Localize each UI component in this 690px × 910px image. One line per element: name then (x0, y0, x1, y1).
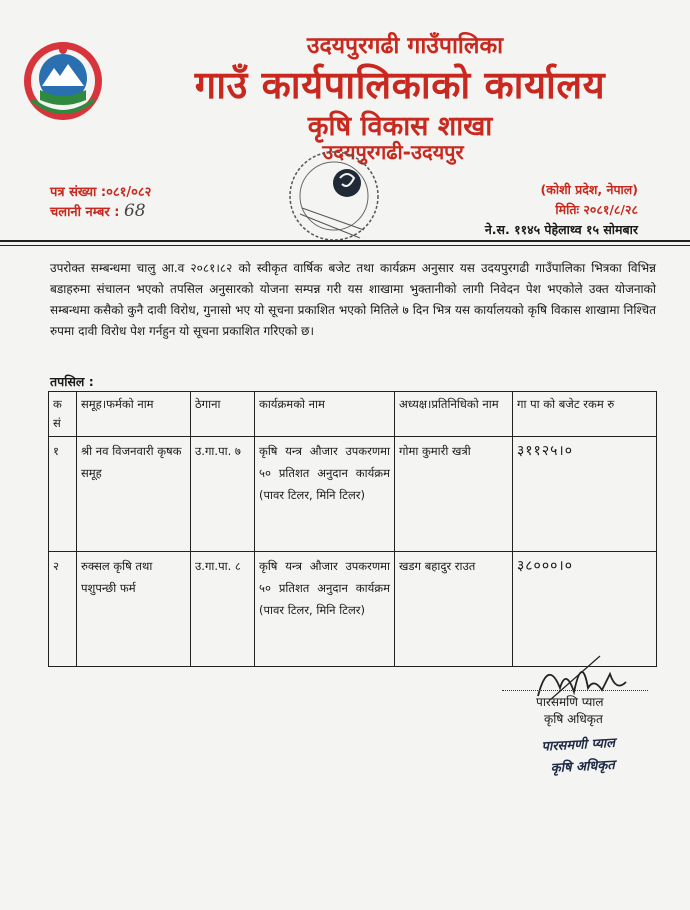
details-table (48, 391, 657, 667)
cell-serial: १ (49, 437, 77, 552)
dispatch-value: 68 (123, 201, 146, 221)
office-address: उदयपुरगढी-उदयपुर (322, 140, 464, 164)
letter-date: मितिः २०८१/८/२८ (555, 202, 638, 217)
letter-reference (50, 183, 151, 222)
section-title: कृषि विकास शाखा (307, 111, 493, 142)
signature-line (502, 690, 648, 691)
col-group-name: समूह।फर्मको नाम (77, 392, 191, 437)
signatory-title: कृषि अधिकृत (544, 712, 603, 726)
cell-chairperson: गोमा कुमारी खत्री (395, 437, 513, 552)
province-label: (कोशी प्रदेश, नेपाल) (540, 182, 638, 197)
cell-program: कृषि यन्त्र औजार उपकरणमा ५० प्रतिशत अनुदान कार्यक्रम (पावर टिलर, मिनि टिलर) (255, 437, 395, 552)
header-divider-thin (0, 245, 690, 246)
cell-budget: ३११२५।० (513, 437, 657, 552)
col-serial: क सं (49, 392, 77, 437)
details-label: तपसिल : (50, 374, 94, 389)
signatory-stamp (538, 730, 648, 778)
col-program: कार्यक्रमको नाम (255, 392, 395, 437)
cell-group-name: श्री नव विजनवारी कृषक समूह (77, 437, 191, 552)
dispatch-number (50, 202, 151, 222)
col-budget: गा पा को बजेट रकम रु (513, 392, 657, 437)
dispatch-label: चलानी नम्बर : (50, 205, 120, 220)
cell-serial: २ (49, 552, 77, 667)
cell-chairperson: खडग बहादुर राउत (395, 552, 513, 667)
nepal-sambat-date: ने.स. ११४५ पेहेलाथ्व १५ सोमबार (484, 222, 638, 237)
stamp-name: पारसमणी प्याल (541, 735, 616, 755)
cell-group-name: रुक्सल कृषि तथा पशुपन्छी फर्म (77, 552, 191, 667)
col-chairperson: अध्यक्ष।प्रतिनिधिको नाम (395, 392, 513, 437)
office-stamp-icon (272, 148, 392, 253)
municipality-name: उदयपुरगढी गाउँपालिका (306, 33, 504, 59)
signatory-name: पारसमणि प्याल (536, 695, 604, 709)
cell-budget: ३८०००।० (513, 552, 657, 667)
col-address: ठेगाना (191, 392, 255, 437)
notice-body: उपरोक्त सम्बन्धमा चालु आ.व २०८१।८२ को स्वीकृत वार्षिक बजेट तथा कार्यक्रम अनुसार यस उदयपुरगढी गाउँपालिका भित्रका विभिन्न बडाहरुमा संचालन भएको तपसिल अनुसारको योजना सम्पन्न गरी यस शाखामा भुक्तानीको लागी निवेदन पेश भएकोले उक्त योजनाको सम्बन्धमा कसैको कुनै दावी विरोध, गुनासो भए यो सूचना प्रकाशित भएको मितिले ७ दिन भित्र यस कार्यालयको कृषि विकास शाखामा निश्चित रुपमा दावी विरोध पेश गर्नहुन यो सूचना प्रकाशित गरिएको छ। (50, 261, 656, 338)
letter-number: पत्र संख्या :०८१/०८२ (50, 185, 152, 200)
office-title: गाउँ कार्यपालिकाको कार्यालय (194, 63, 606, 107)
cell-address: उ.गा.पा. ७ (191, 437, 255, 552)
stamp-title: कृषि अधिकृत (550, 757, 616, 777)
cell-address: उ.गा.पा. ८ (191, 552, 255, 667)
table-row (49, 437, 657, 552)
signatory (536, 694, 604, 728)
letter-dates (485, 180, 638, 240)
table-header-row (49, 392, 657, 437)
cell-program: कृषि यन्त्र औजार उपकरणमा ५० प्रतिशत अनुदान कार्यक्रम (पावर टिलर, मिनि टिलर) (255, 552, 395, 667)
header-divider (0, 240, 690, 242)
